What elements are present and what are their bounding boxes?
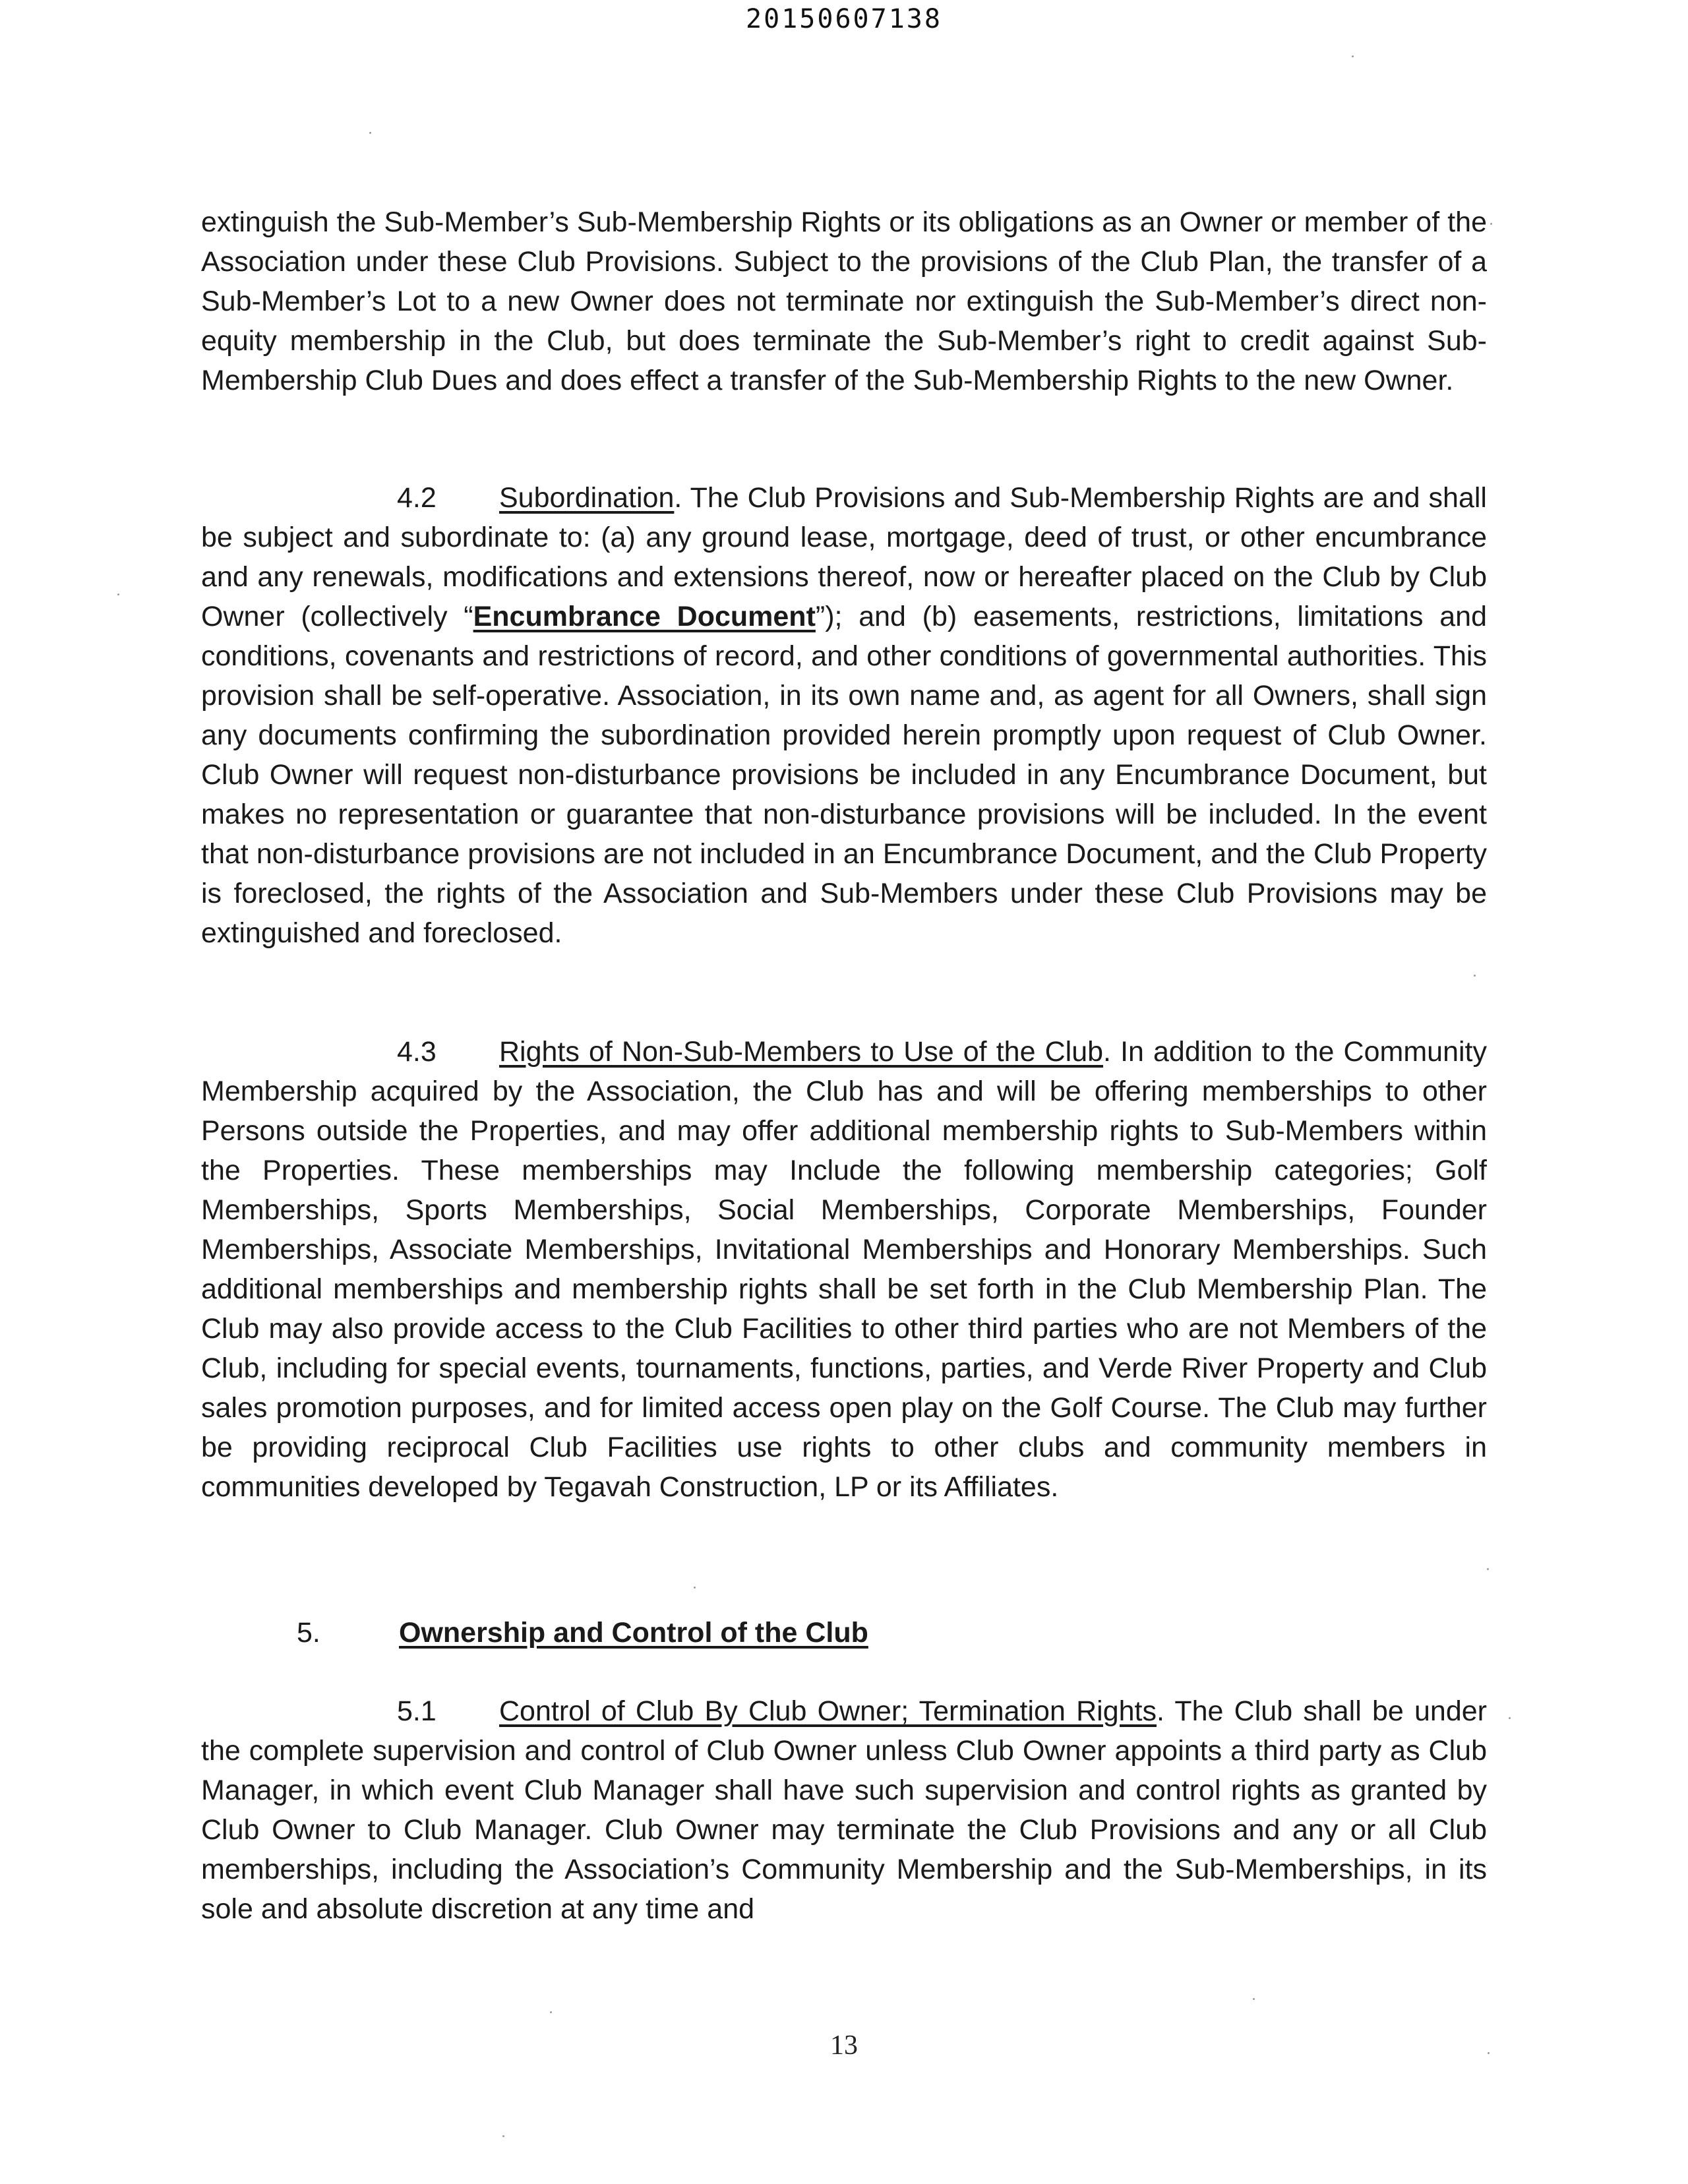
section-4-3-text: . In addition to the Community Membership acquired by the Association, the Club has and will be offering memberships to other Persons outside the Properties, and may offer additional membership rights to Sub-Members within the Properties. These memberships may Include the following membership categories; Golf Memberships, Sports Memberships, Social Memberships, Corporate Memberships, Founder Memberships, Associate Memberships, Invitational Memberships and Honorary Memberships. Such additional memberships and membership rights shall be set forth in the Club Membership Plan. The Club may also provide access to the Club Facilities to other third parties who are not Members of the Club, including for special events, tournaments, functions, parties, and Verde River Property and Club sales promotion purposes, and for limited access open play on the Golf Course. The Club may further be providing reciprocal Club Facilities use rights to other clubs and community members in communities developed by Tegavah Construction, LP or its Affiliates. bbox=[201, 1036, 1487, 1503]
section-5-1-number: 5.1 bbox=[397, 1695, 437, 1727]
section-5-title: Ownership and Control of the Club bbox=[399, 1617, 868, 1649]
scan-speck bbox=[1352, 55, 1354, 57]
document-number: 20150607138 bbox=[746, 4, 942, 34]
section-5-1-title: Control of Club By Club Owner; Termination Rights bbox=[499, 1695, 1157, 1727]
scan-speck bbox=[369, 132, 371, 134]
scan-speck bbox=[1487, 1568, 1489, 1570]
scan-speck bbox=[1474, 975, 1476, 977]
section-4-3 bbox=[201, 1032, 1487, 1507]
scan-speck bbox=[1509, 1717, 1511, 1719]
scan-speck bbox=[1253, 1998, 1255, 2000]
section-4-2-text-a: . The Club Provisions and Sub-Membership Rights are and shall be subject and subordinate to: (a) any ground lease, mortgage, deed of trust, or other encumbrance and any renewals, modifications and extensions thereof, now or hereafter placed on the Club by Club Owner (collectively “ bbox=[201, 482, 1487, 632]
paragraph-intro bbox=[201, 202, 1487, 400]
section-4-2-title: Subordination bbox=[499, 482, 675, 514]
section-5-1-text: . The Club shall be under the complete supervision and control of Club Owner unless Club Owner appoints a third party as Club Manager, in which event Club Manager shall have such supervision and control rights as granted by Club Owner to Club Manager. Club Owner may terminate the Club Provisions and any or all Club memberships, including the Association’s Community Membership and the Sub-Memberships, in its sole and absolute discretion at any time and bbox=[201, 1695, 1487, 1925]
section-4-2-paragraph bbox=[201, 478, 1487, 953]
section-4-3-number: 4.3 bbox=[397, 1036, 437, 1068]
scan-speck bbox=[1488, 2052, 1490, 2054]
scan-speck bbox=[550, 2011, 552, 2013]
scan-speck bbox=[502, 2135, 504, 2137]
section-4-2-text-b: ”); and (b) easements, restrictions, limitations and conditions, covenants and restrictions of record, and other conditions of governmental authorities. This provision shall be self-operative. Association, in its own name and, as agent for all Owners, shall sign any documents confirming the subordination provided herein promptly upon request of Club Owner. Club Owner will request non-disturbance provisions be included in any Encumbrance Document, but makes no representation or guarantee that non-disturbance provisions will be included. In the event that non-disturbance provisions are not included in an Encumbrance Document, and the Club Property is foreclosed, the rights of the Association and Sub-Members under these Club Provisions may be extinguished and foreclosed. bbox=[201, 601, 1487, 949]
defined-term-encumbrance-document: Encumbrance Document bbox=[473, 601, 816, 632]
section-4-2 bbox=[201, 478, 1487, 953]
scan-speck bbox=[694, 1587, 696, 1589]
page-number: 13 bbox=[830, 2030, 858, 2061]
section-5-number: 5. bbox=[297, 1617, 320, 1649]
section-4-3-title: Rights of Non-Sub-Members to Use of the Club bbox=[499, 1036, 1104, 1068]
section-5-1-paragraph bbox=[201, 1691, 1487, 1929]
paragraph-intro-text: extinguish the Sub-Member’s Sub-Membership Rights or its obligations as an Owner or member of the Association under these Club Provisions. Subject to the provisions of the Club Plan, the transfer of a Sub-Member’s Lot to a new Owner does not terminate nor extinguish the Sub-Member’s direct non-equity membership in the Club, but does terminate the Sub-Member’s right to credit against Sub-Membership Club Dues and does effect a transfer of the Sub-Membership Rights to the new Owner. bbox=[201, 206, 1487, 396]
scan-speck bbox=[117, 593, 119, 595]
section-4-2-number: 4.2 bbox=[397, 482, 437, 514]
section-5-1 bbox=[201, 1691, 1487, 1929]
section-4-3-paragraph bbox=[201, 1032, 1487, 1507]
section-5-heading bbox=[297, 1613, 868, 1653]
scan-speck bbox=[1490, 223, 1492, 225]
